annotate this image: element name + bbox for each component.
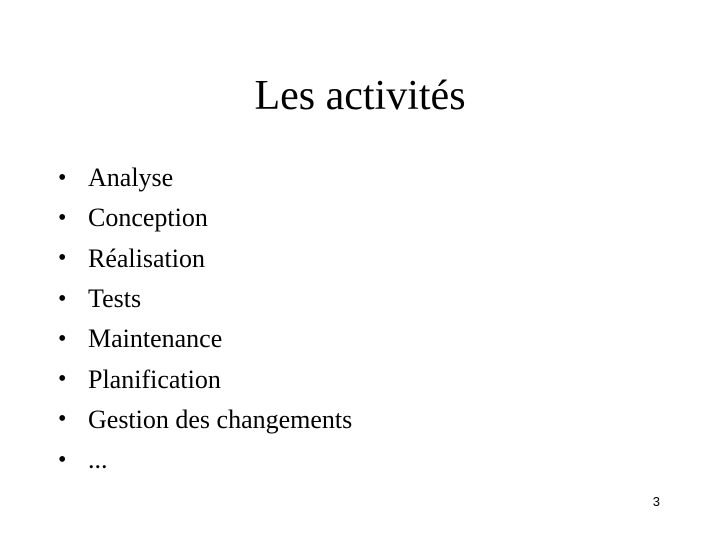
list-item-text: Conception [88,203,208,233]
bullet-icon: • [58,285,67,312]
list-item [58,239,352,279]
list-item-text: Maintenance [88,324,223,354]
bullet-icon: • [58,446,67,473]
page-number: 3 [652,494,660,509]
bullet-icon: • [58,325,67,352]
list-item [58,400,352,440]
bullet-icon: • [58,406,67,433]
bullet-list [58,158,352,480]
list-item [58,279,352,319]
bullet-icon: • [58,366,67,393]
list-item [58,158,352,198]
slide-title: Les activités [254,73,466,119]
list-item [58,319,352,359]
list-item-text: ... [88,445,108,475]
list-item-text: Tests [88,284,142,314]
list-item [58,359,352,399]
list-item-text: Analyse [88,163,174,193]
list-item-text: Planification [88,364,221,394]
bullet-icon: • [58,204,67,231]
list-item [58,198,352,238]
bullet-icon: • [58,164,67,191]
list-item [58,440,352,480]
bullet-icon: • [58,245,67,272]
list-item-text: Gestion des changements [88,404,353,434]
list-item-text: Réalisation [88,243,205,273]
